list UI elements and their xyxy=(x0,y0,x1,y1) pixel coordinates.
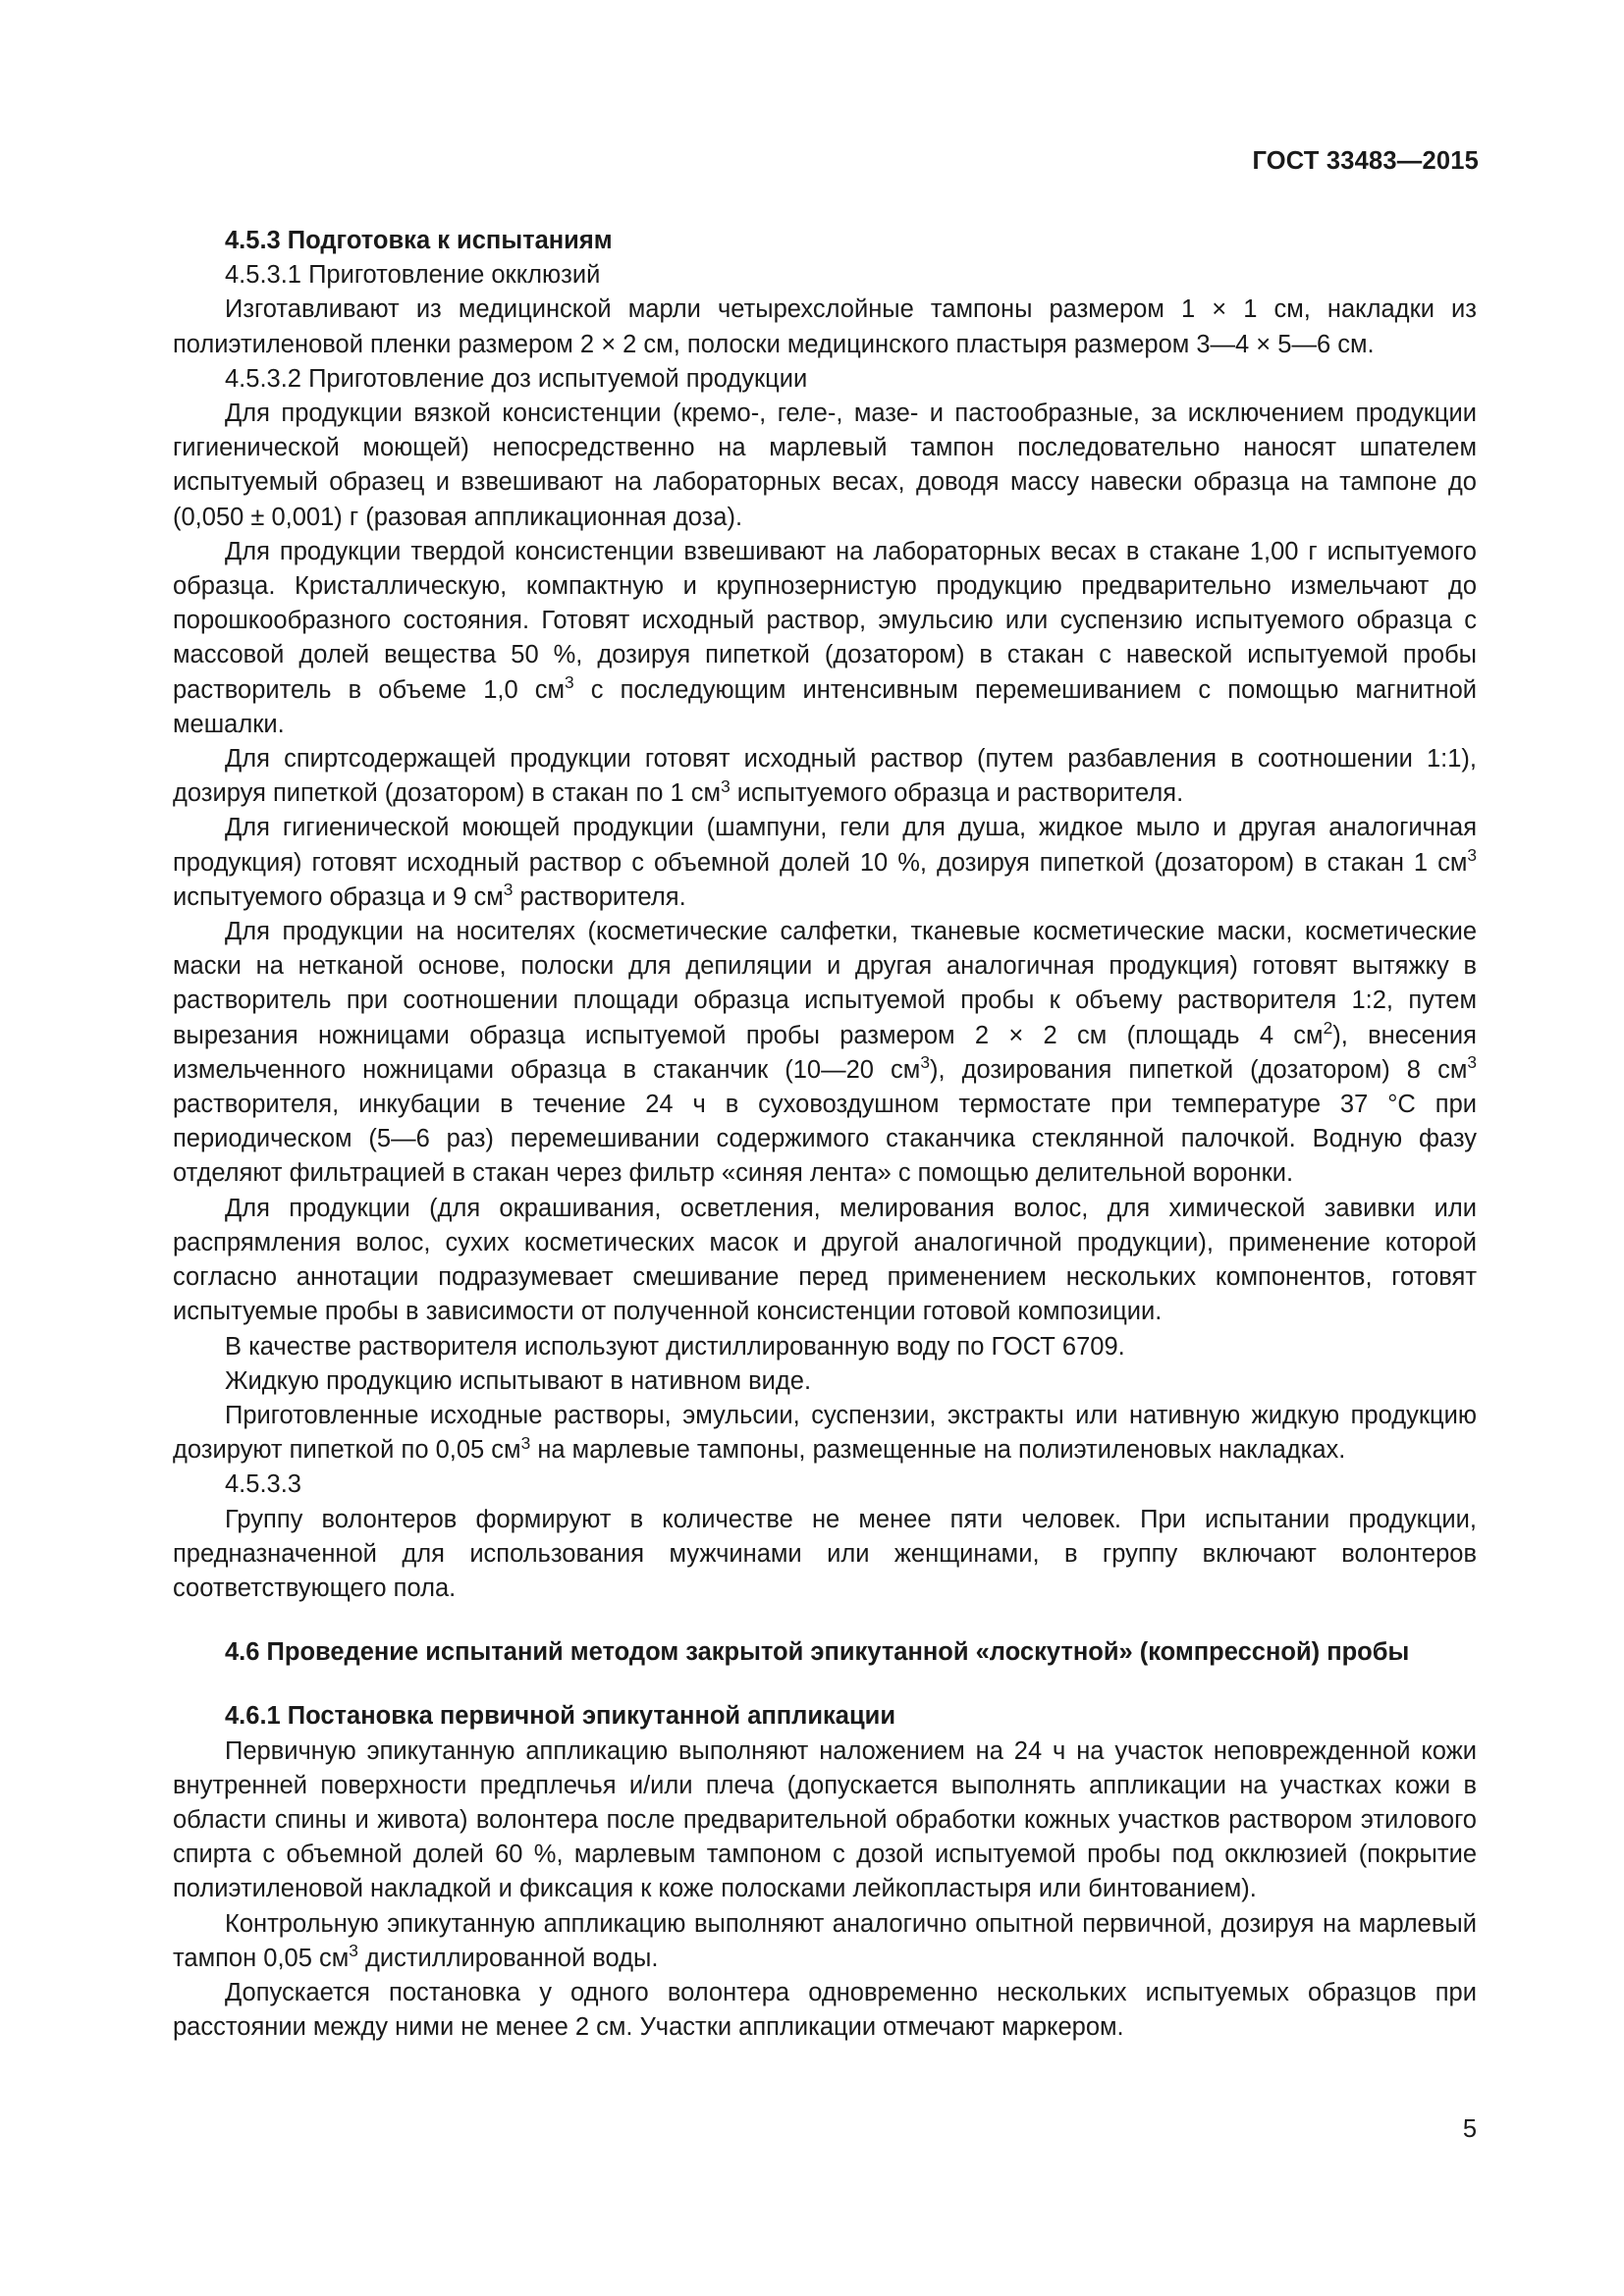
paragraph: Группу волонтеров формируют в количестве не менее пяти человек. При испытании продукции, предназначенной для использования мужчинами или женщинами, в группу включают волонтеров соответствующего пола. xyxy=(173,1505,1477,1602)
text-run: дистиллированной воды. xyxy=(357,1944,659,1972)
section-heading-4-6-1: 4.6.1 Постановка первичной эпикутанной аппликации xyxy=(225,1702,896,1731)
page-number: 5 xyxy=(1462,2115,1477,2143)
superscript: 3 xyxy=(503,880,514,900)
section-heading-4-6: 4.6 Проведение испытаний методом закрытой эпикутанной «лоскутной» (компрессной) пробы xyxy=(225,1638,1410,1667)
paragraph: Изготавливают из медицинской марли четырехслойные тампоны размером 1 × 1 см, накладки из полиэтиленовой пленки размером 2 × 2 см, полоски медицинского пластыря размером 3—4 × 5—6 см. xyxy=(173,295,1477,358)
text-run: растворителя. xyxy=(513,882,686,911)
paragraph: Для продукции (для окрашивания, осветления, мелирования волос, для химической завивки или распрямления волос, сухих косметических масок и другой аналогичной продукции), применение которой согласно аннотации подразумевает смешивание перед применением нескольких компонентов, готовят испытуемые пробы в зависимости от полученной консистенции готовой композиции. xyxy=(173,1194,1477,1326)
paragraph xyxy=(173,1907,1477,1976)
text-run: с последующим интенсивным перемешиванием с помощью магнитной мешалки. xyxy=(173,675,1477,738)
text-run: растворителя, инкубации в течение 24 ч в суховоздушном термостате при температуре 37 °С при периодическом (5—6 раз) перемешивании содержимого стаканчика стеклянной палочкой. Водную фазу отделяют фильтрацией в стакан через фильтр «синяя лента» с помощью делительной воронки. xyxy=(173,1091,1477,1188)
superscript: 3 xyxy=(1467,1052,1477,1073)
superscript: 3 xyxy=(920,1052,930,1073)
paragraph: Допускается постановка у одного волонтера одновременно нескольких испытуемых образцов при расстоянии между ними не менее 2 см. Участки аппликации отмечают маркером. xyxy=(173,1978,1477,2042)
subsection-heading-4-5-3-3: 4.5.3.3 xyxy=(225,1470,301,1499)
text-run: на марлевые тампоны, размещенные на полиэтиленовых накладках. xyxy=(530,1436,1346,1465)
text-run: Для продукции на носителях (косметические салфетки, тканевые косметические маски, косметические маски на нетканой основе, полоски для депиляции и другая аналогичная продукция) готовят вытяжку в растворитель при соотношении площади образца испытуемой пробы к объему растворителя 1:2, путем вырезания ножницами образца испытуемой пробы размером 2 × 2 см (площадь 4 см xyxy=(173,918,1477,1049)
paragraph xyxy=(173,535,1477,742)
subsection-heading-4-5-3-2: 4.5.3.2 Приготовление доз испытуемой продукции xyxy=(225,364,808,393)
text-run: испытуемого образца и 9 см xyxy=(173,882,504,911)
paragraph: Для продукции вязкой консистенции (кремо-, геле-, мазе- и пастообразные, за исключением продукции гигиенической моющей) непосредственно на марлевый тампон последовательно наносят шпателем испытуемый образец и взвешивают на лабораторных весах, доводя массу навески образца на тампоне до (0,050 ± 0,001) г (разовая аппликационная доза). xyxy=(173,400,1477,531)
paragraph: Жидкую продукцию испытывают в нативном виде. xyxy=(225,1366,812,1395)
text-run: Для гигиенической моющей продукции (шампуни, гели для душа, жидкое мыло и другая аналогичная продукция) готовят исходный раствор с объемной долей 10 %, дозируя пипеткой (дозатором) в стакан 1 см xyxy=(173,814,1477,877)
paragraph xyxy=(173,742,1477,811)
text-run: испытуемого образца и растворителя. xyxy=(730,779,1184,808)
document-body xyxy=(173,224,1477,2045)
text-run: Для спиртсодержащей продукции готовят исходный раствор (путем разбавления в соотношении 1:1), дозируя пипеткой (дозатором) в стакан по 1 см xyxy=(173,745,1477,808)
superscript: 3 xyxy=(520,1432,531,1453)
superscript: 3 xyxy=(1467,845,1477,866)
superscript: 3 xyxy=(721,775,731,796)
paragraph xyxy=(173,1399,1477,1468)
text-run: Для продукции твердой консистенции взвешивают на лабораторных весах в стакане 1,00 г испытуемого образца. Кристаллическую, компактную и крупнозернистую продукцию предварительно измельчают до порошкообразного состояния. Готовят исходный раствор, эмульсию или суспензию испытуемого образца с массовой долей вещества 50 %, дозируя пипеткой (дозатором) в стакан с навеской испытуемой пробы растворитель в объеме 1,0 см xyxy=(173,537,1477,704)
superscript: 3 xyxy=(349,1941,358,1961)
text-run: ), дозирования пипеткой (дозатором) 8 см xyxy=(929,1055,1468,1084)
paragraph xyxy=(173,915,1477,1192)
text-run: ), внесения измельченного ножницами образца в стаканчик (10—20 см xyxy=(173,1021,1477,1084)
paragraph xyxy=(173,811,1477,915)
subsection-heading-4-5-3-1: 4.5.3.1 Приготовление окклюзий xyxy=(225,261,601,290)
section-heading-4-5-3: 4.5.3 Подготовка к испытаниям xyxy=(225,227,613,254)
superscript: 3 xyxy=(565,672,574,693)
superscript: 2 xyxy=(1323,1018,1333,1039)
paragraph: Первичную эпикутанную аппликацию выполняют наложением на 24 ч на участок неповрежденной кожи внутренней поверхности предплечья и/или плеча (допускается выполнять аппликации на участках кожи в области спины и живота) волонтера после предварительной обработки кожных участков раствором этилового спирта с объемной долей 60 %, марлевым тампоном с дозой испытуемой пробы под окклюзией (покрытие полиэтиленовой накладкой и фиксация к коже полосками лейкопластыря или бинтованием). xyxy=(173,1736,1477,1903)
text-run: Приготовленные исходные растворы, эмульсии, суспензии, экстракты или нативную жидкую продукцию дозируют пипеткой по 0,05 см xyxy=(173,1401,1477,1465)
paragraph: В качестве растворителя используют дистиллированную воду по ГОСТ 6709. xyxy=(225,1332,1125,1361)
text-run: Контрольную эпикутанную аппликацию выполняют аналогично опытной первичной, дозируя на марлевый тампон 0,05 см xyxy=(173,1909,1477,1972)
document-code-header: ГОСТ 33483—2015 xyxy=(1252,147,1479,175)
